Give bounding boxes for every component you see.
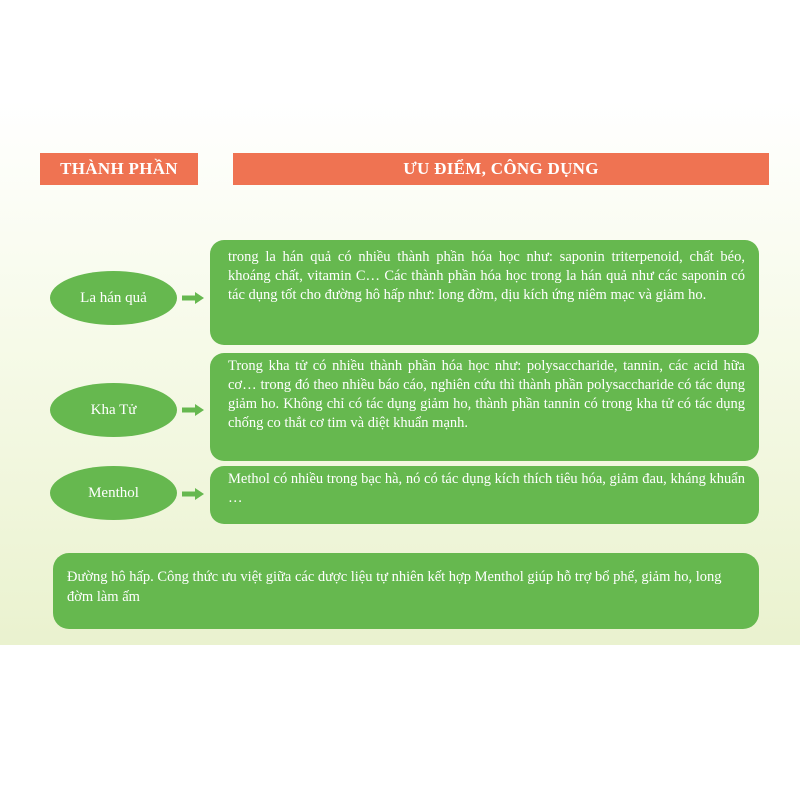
ingredient-oval-menthol: Menthol — [50, 466, 177, 520]
description-box-la-han-qua: trong la hán quả có nhiều thành phần hóa học như: saponin triterpenoid, chất béo, khoáng chất, vitamin C… Các thành phần hóa học trong la hán quả như các saponin có tác dụng tốt cho đường hô hấp như: long đờm, dịu kích ứng niêm mạc và giảm ho. — [210, 240, 759, 345]
arrow-right-icon — [182, 488, 204, 500]
header-ingredients: THÀNH PHẦN — [40, 153, 198, 185]
ingredient-oval-la-han-qua: La hán quả — [50, 271, 177, 325]
summary-box: Đường hô hấp. Công thức ưu việt giữa các dược liệu tự nhiên kết hợp Menthol giúp hỗ trợ bổ phế, giảm ho, long đờm làm ấm — [53, 553, 759, 629]
arrow-right-icon — [182, 292, 204, 304]
description-box-menthol: Methol có nhiều trong bạc hà, nó có tác dụng kích thích tiêu hóa, giảm đau, kháng khuẩn … — [210, 466, 759, 524]
ingredient-oval-kha-tu: Kha Tử — [50, 383, 177, 437]
header-benefits: ƯU ĐIỂM, CÔNG DỤNG — [233, 153, 769, 185]
description-box-kha-tu: Trong kha tử có nhiều thành phần hóa học như: polysaccharide, tannin, các acid hữa cơ… trong đó theo nhiều báo cáo, nghiên cứu thì thành phần polysaccharide có tác dụng giảm ho. Không chỉ có tác dụng giảm ho, thành phần tannin có trong kha tử có tác dụng chống co thắt cơ tim và diệt khuẩn mạnh. — [210, 353, 759, 461]
arrow-right-icon — [182, 404, 204, 416]
